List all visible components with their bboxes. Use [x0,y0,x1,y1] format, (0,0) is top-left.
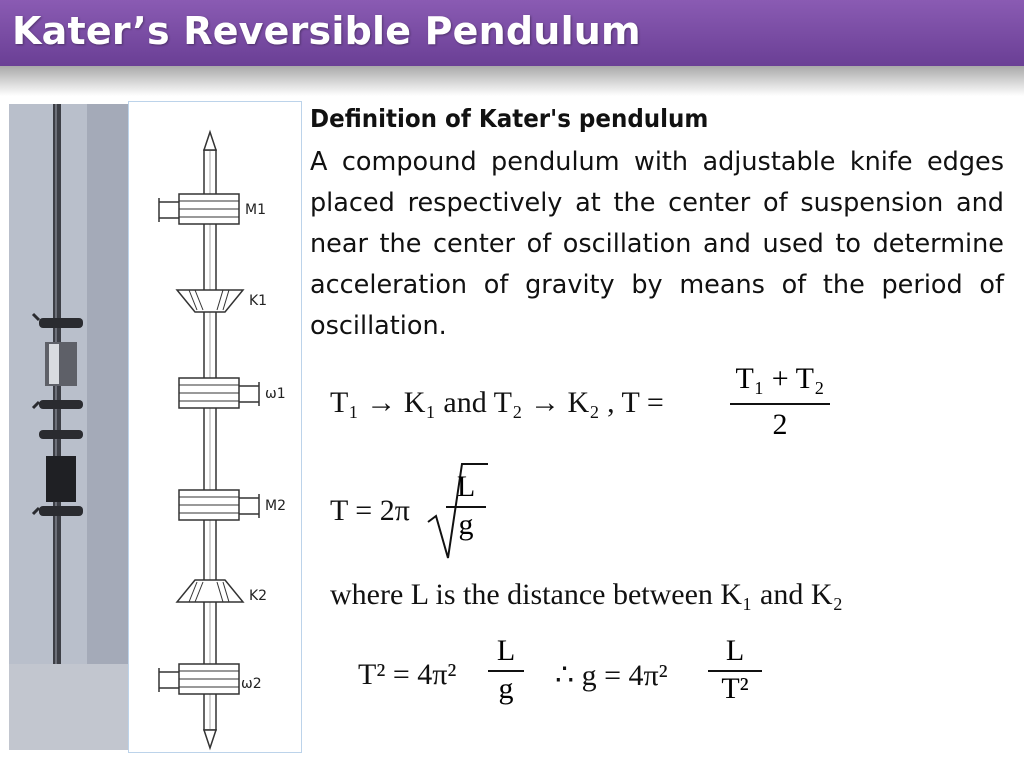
eq4-numerator: L [725,634,745,667]
label-k1: K1 [249,293,268,309]
label-m2: M2 [265,498,286,514]
eq3-numerator: L [496,634,516,667]
slide-title: Kater’s Reversible Pendulum [12,9,641,53]
equation-period-formula: T = 2π [330,494,410,527]
equation-periods-fraction [730,362,830,442]
where-statement: where L is the distance between K₁ and K₂ [330,578,843,611]
equation-gravity-fraction [708,634,762,706]
label-omega1: ω1 [265,386,286,402]
eq3-denominator: g [498,672,514,705]
label-m1: M1 [245,202,266,218]
sqrt-numerator: L [456,470,476,503]
definition-text: A compound pendulum with adjustable knife edges placed respectively at the center of suspension and near the center of oscillation and used to determine acceleration of gravity by means of the period of oscillation. [310,147,1004,341]
title-bar [0,0,1024,66]
definition-heading: Definition of Kater's pendulum [310,104,709,133]
label-k2: K2 [249,588,268,604]
equation-squared: T² = 4π² [358,658,457,691]
sqrt-denominator: g [458,508,474,541]
sqrt-fraction [446,470,486,542]
equation-gravity: ∴ g = 4π² [555,659,668,692]
pendulum-photo-art [9,104,128,750]
pendulum-photo [9,104,128,750]
equation-squared-fraction [488,634,524,706]
equation-periods: T₁ → K₁ and T₂ → K₂ , T = [330,386,664,419]
fraction-numerator: T₁ + T₂ [735,362,825,395]
label-omega2: ω2 [241,676,262,692]
title-shadow [0,66,1024,96]
fraction-denominator: 2 [772,408,788,441]
pendulum-diagram-art [129,102,301,752]
pendulum-diagram [128,101,302,753]
eq4-denominator: T² [721,672,749,705]
fraction-bar [730,403,830,405]
